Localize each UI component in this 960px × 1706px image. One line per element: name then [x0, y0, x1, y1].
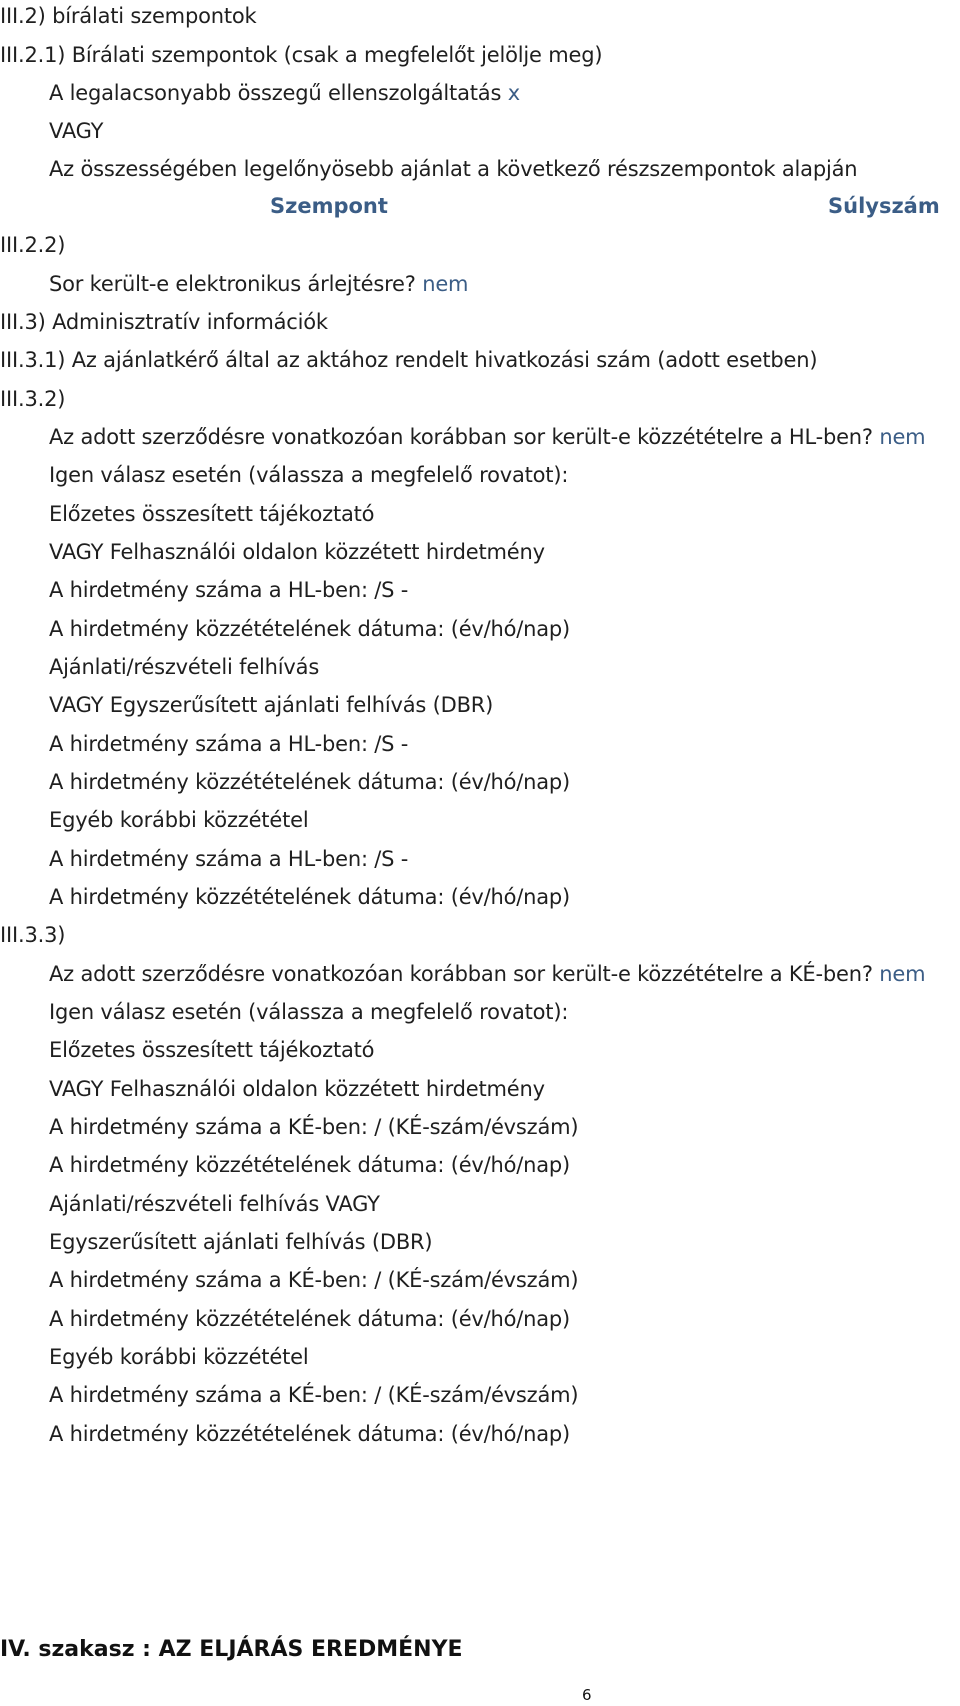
- text-line: A hirdetmény száma a HL-ben: /S -: [49, 847, 409, 871]
- text-line: VAGY Felhasználói oldalon közzétett hirdetmény: [49, 540, 545, 564]
- text-line: A hirdetmény száma a KÉ-ben: / (KÉ-szám/évszám): [49, 1383, 579, 1407]
- text-line: A hirdetmény száma a HL-ben: /S -: [49, 578, 409, 602]
- text-line: Ajánlati/részvételi felhívás VAGY: [49, 1192, 380, 1216]
- heading-III-3-2: III.3.2): [0, 387, 66, 411]
- text-line: A hirdetmény közzétételének dátuma: (év/hó/nap): [49, 1153, 571, 1177]
- text-line: A hirdetmény száma a KÉ-ben: / (KÉ-szám/évszám): [49, 1115, 579, 1139]
- hl-publication-question: Az adott szerződésre vonatkozóan korábban sor került-e közzétételre a HL-ben? nem: [49, 425, 926, 449]
- text-line: Ajánlati/részvételi felhívás: [49, 655, 320, 679]
- text-line: A hirdetmény közzétételének dátuma: (év/hó/nap): [49, 1422, 571, 1446]
- text-line: Egyéb korábbi közzététel: [49, 1345, 309, 1369]
- text-line: A hirdetmény közzétételének dátuma: (év/hó/nap): [49, 770, 571, 794]
- heading-III-2-2: III.2.2): [0, 233, 66, 257]
- section-title: IV. szakasz : AZ ELJÁRÁS EREDMÉNYE: [0, 1637, 463, 1662]
- text-line: Egyszerűsített ajánlati felhívás (DBR): [49, 1230, 433, 1254]
- text-line: A hirdetmény közzétételének dátuma: (év/hó/nap): [49, 617, 571, 641]
- text-line: A hirdetmény száma a KÉ-ben: / (KÉ-szám/évszám): [49, 1268, 579, 1292]
- text-line: Előzetes összesített tájékoztató: [49, 502, 375, 526]
- hl-publication-answer: nem: [879, 425, 926, 449]
- heading-III-3-3: III.3.3): [0, 923, 66, 947]
- or-text: VAGY: [49, 119, 104, 143]
- ke-publication-answer: nem: [879, 962, 926, 986]
- heading-III-2: III.2) bírálati szempontok: [0, 4, 257, 28]
- text-line: A hirdetmény közzétételének dátuma: (év/hó/nap): [49, 885, 571, 909]
- heading-III-3: III.3) Adminisztratív információk: [0, 310, 328, 334]
- criterion-mark: x: [507, 81, 520, 105]
- heading-III-2-1: III.2.1) Bírálati szempontok (csak a megfelelőt jelölje meg): [0, 43, 603, 67]
- text-line: Igen válasz esetén (válassza a megfelelő rovatot):: [49, 1000, 569, 1024]
- criterion-lowest-price: A legalacsonyabb összegű ellenszolgáltatás x: [49, 81, 520, 105]
- e-auction-answer: nem: [422, 272, 469, 296]
- text-line: Előzetes összesített tájékoztató: [49, 1038, 375, 1062]
- text-line: A hirdetmény közzétételének dátuma: (év/hó/nap): [49, 1307, 571, 1331]
- e-auction-question: Sor került-e elektronikus árlejtésre? nem: [49, 272, 469, 296]
- weight-column-header: Súlyszám: [828, 194, 940, 218]
- text-line: VAGY Felhasználói oldalon közzétett hirdetmény: [49, 1077, 545, 1101]
- page-number-value: 6: [582, 1686, 592, 1704]
- ke-publication-question: Az adott szerződésre vonatkozóan korábban sor került-e közzétételre a KÉ-ben? nem: [49, 962, 926, 986]
- criterion-best-value: Az összességében legelőnyösebb ajánlat a következő részszempontok alapján: [49, 157, 858, 181]
- text-line: A hirdetmény száma a HL-ben: /S -: [49, 732, 409, 756]
- criteria-column-header: Szempont: [270, 194, 388, 218]
- text-line: Igen válasz esetén (válassza a megfelelő rovatot):: [49, 463, 569, 487]
- heading-III-3-1: III.3.1) Az ajánlatkérő által az aktához rendelt hivatkozási szám (adott esetben): [0, 348, 818, 372]
- text-line: Egyéb korábbi közzététel: [49, 808, 309, 832]
- text-line: VAGY Egyszerűsített ajánlati felhívás (DBR): [49, 693, 494, 717]
